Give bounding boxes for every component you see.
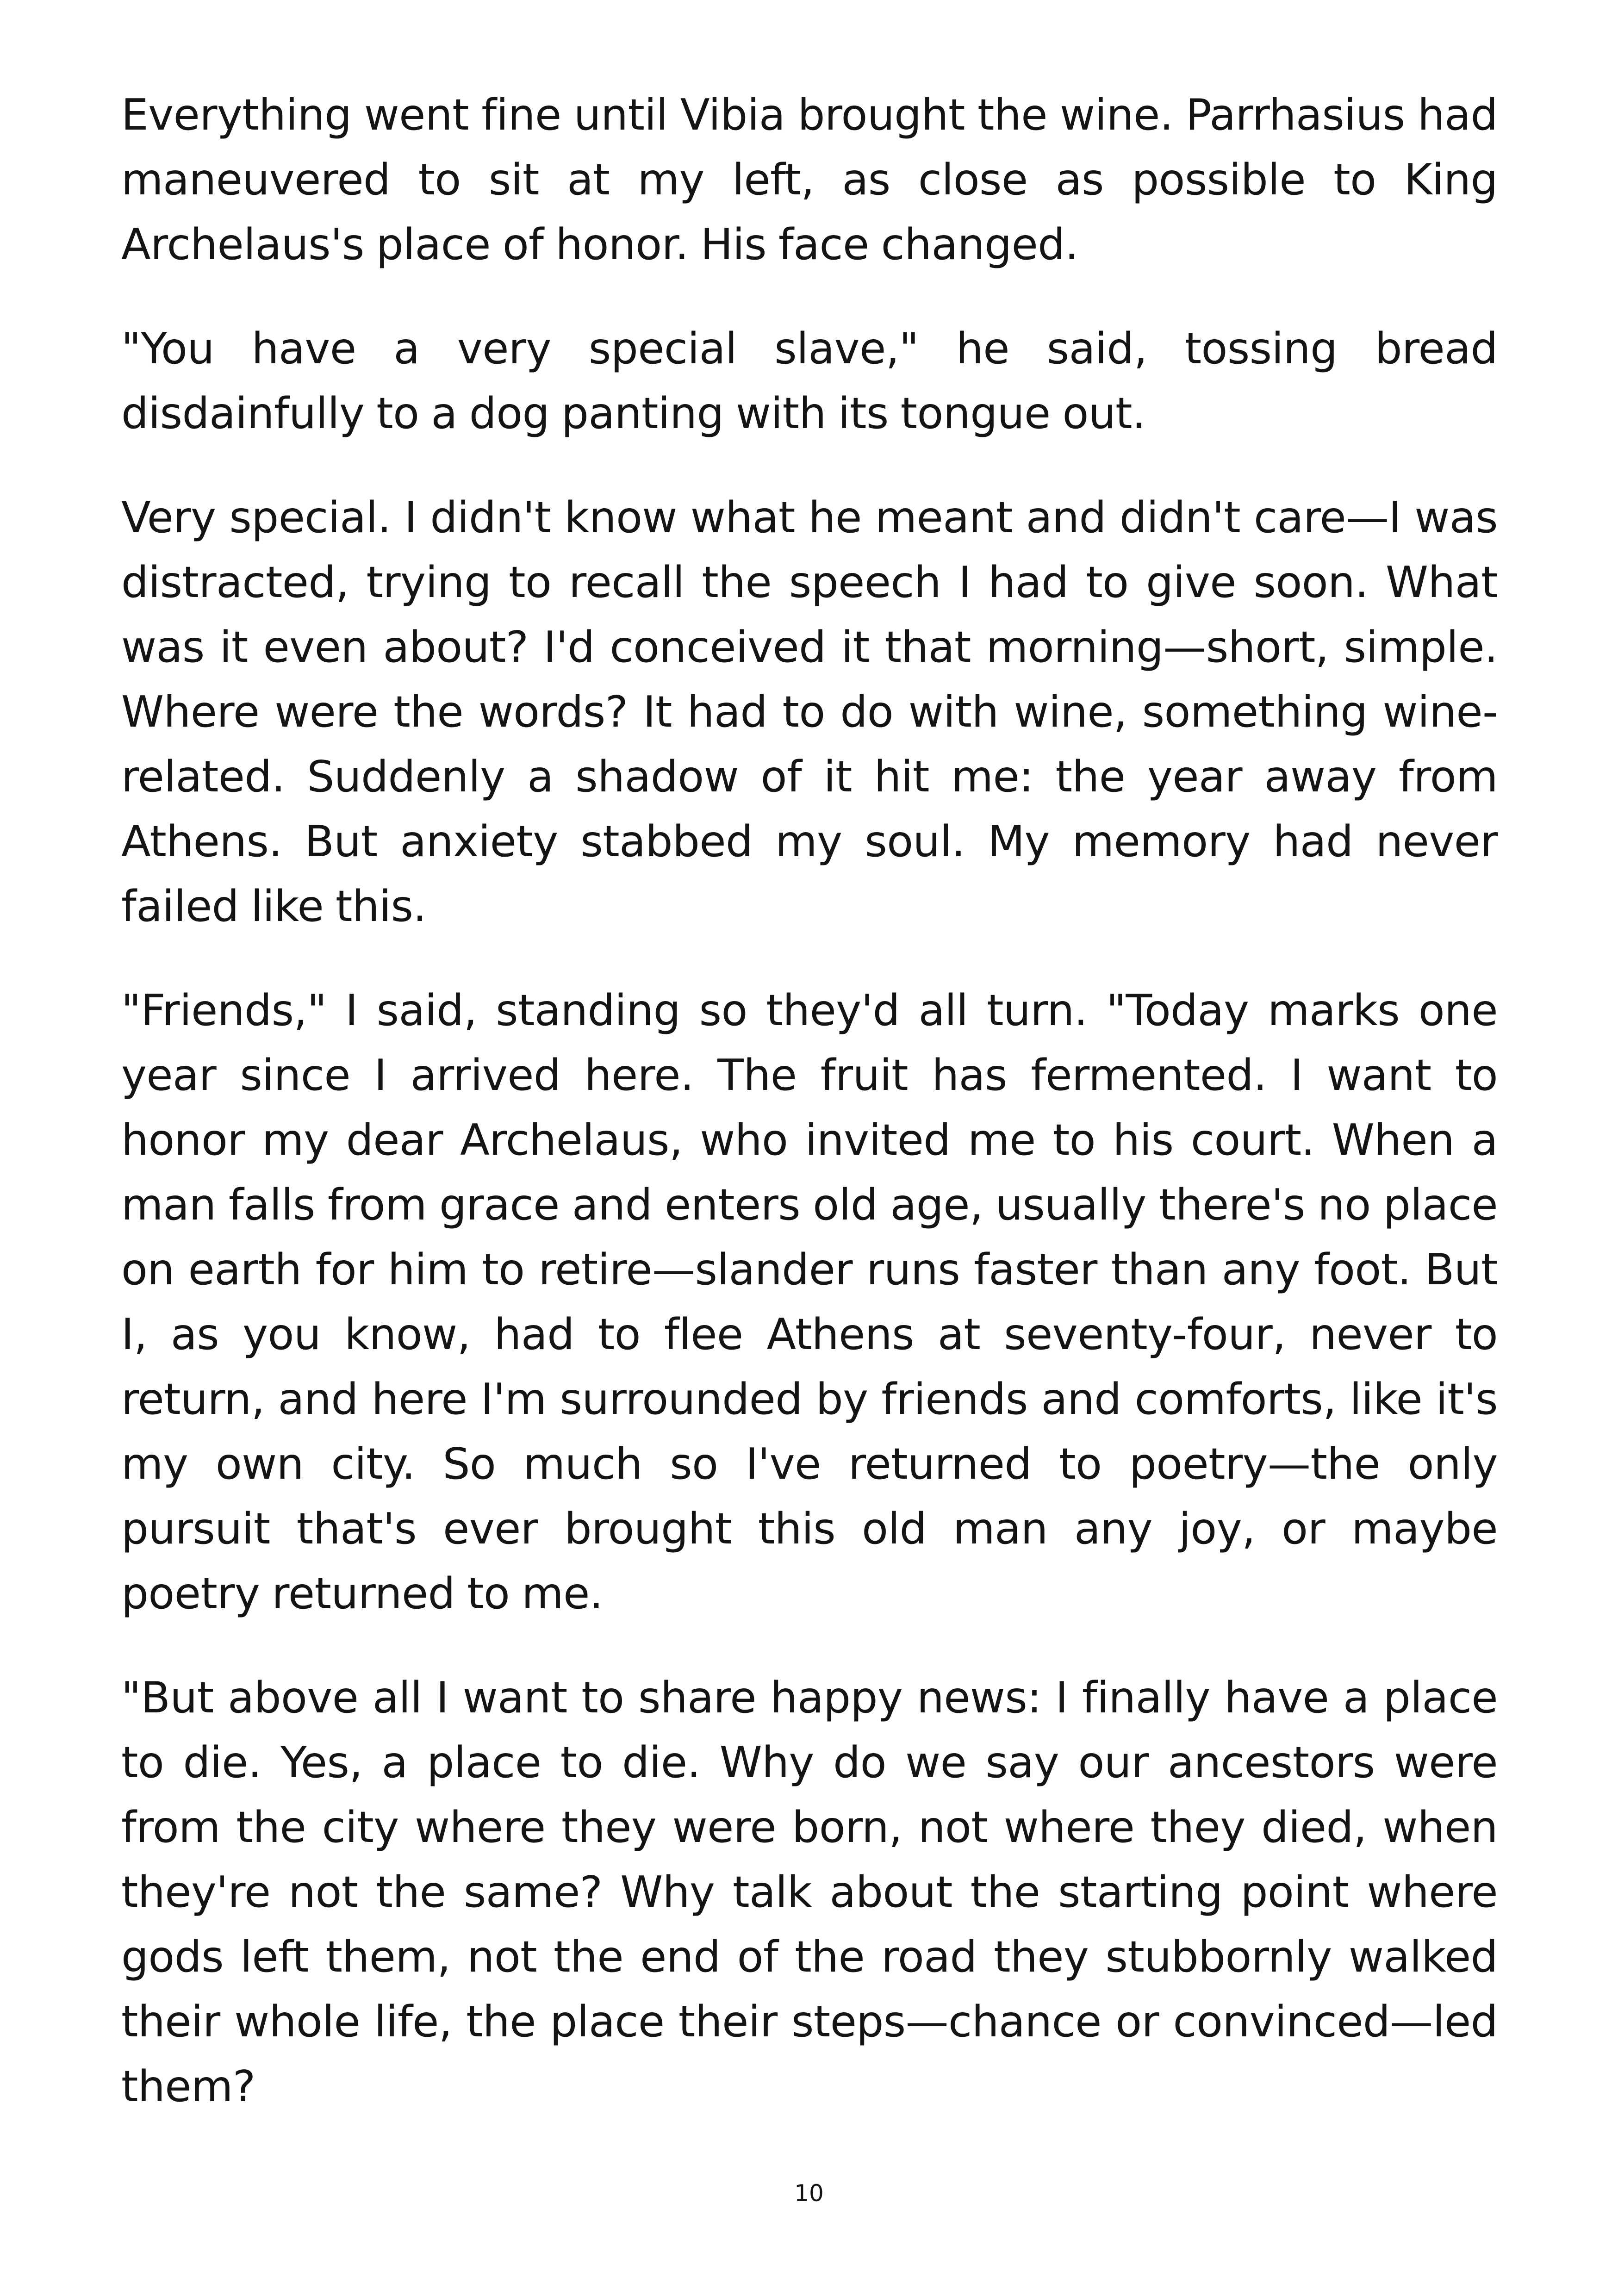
body-text [121,82,1498,2158]
paragraph-3: Very special. I didn't know what he meant and didn't care—I was distracted, trying to recall the speech I had to give soon. What was it even about? I'd conceived it that morning—short, simple. Where were the words? It had to do with wine, something wine-related. Suddenly a shadow of it hit me: the year away from Athens. But anxiety stabbed my soul. My memory had never failed like this. [121,492,1498,931]
paragraph-2: "You have a very special slave," he said, tossing bread disdainfully to a dog panting with its tongue out. [121,324,1498,438]
paragraph-5: "But above all I want to share happy news: I finally have a place to die. Yes, a place to die. Why do we say our ancestors were from the city where they were born, not where they died, when they're not the same? Why talk about the starting point where gods left them, not the end of the road they stubbornly walked their whole life, the place their steps—chance or convinced—led them? [121,1673,1498,2111]
paragraph-1: Everything went fine until Vibia brought the wine. Parrhasius had maneuvered to sit at my left, as close as possible to King Archelaus's place of honor. His face changed. [121,90,1498,269]
page-number: 10 [794,2180,824,2207]
paragraph-4: "Friends," I said, standing so they'd all turn. "Today marks one year since I arrived here. The fruit has fermented. I want to honor my dear Archelaus, who invited me to his court. When a man falls from grace and enters old age, usually there's no place on earth for him to retire—slander runs faster than any foot. But I, as you know, had to flee Athens at seventy-four, never to return, and here I'm surrounded by friends and comforts, like it's my own city. So much so I've returned to poetry—the only pursuit that's ever brought this old man any joy, or maybe poetry returned to me. [121,985,1498,1618]
